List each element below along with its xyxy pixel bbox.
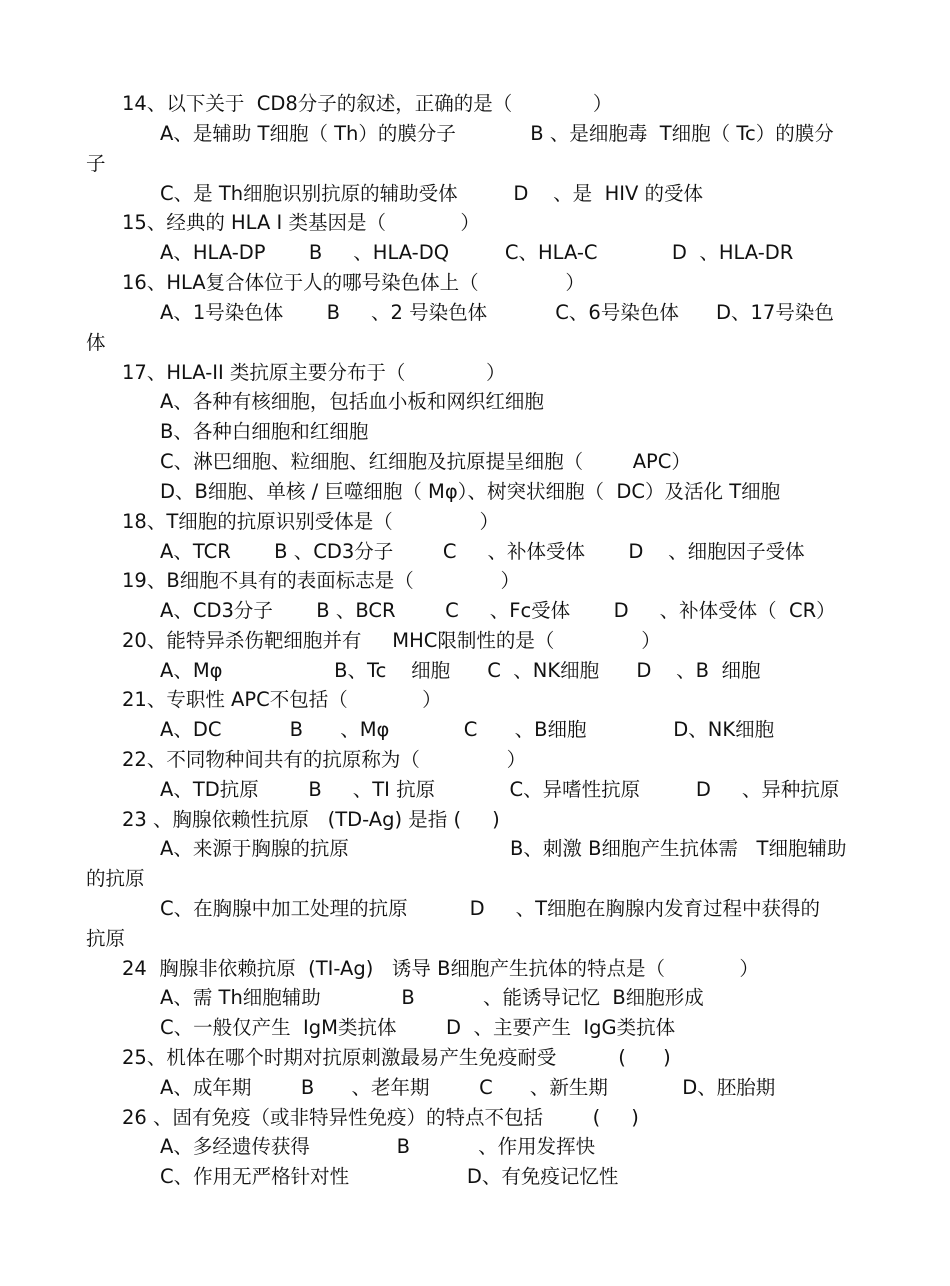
question-17-option-d: D、B细胞、单核 / 巨噬细胞（ Mφ）、树突状细胞（ DC）及活化 T细胞 <box>160 480 781 503</box>
question-16-options: A、1号染色体 B 、2 号染色体 C、6号染色体 D、17号染色 <box>160 301 834 324</box>
question-23-options-cd-wrap: 抗原 <box>86 927 126 950</box>
question-26-stem: 26 、固有免疫（或非特异性免疫）的特点不包括 ( ) <box>122 1106 639 1129</box>
question-16-options-wrap: 体 <box>86 331 106 354</box>
question-21-options: A、DC B 、Mφ C 、B细胞 D、NK细胞 <box>160 718 775 741</box>
question-14-options-ab: A、是辅助 T细胞（ Th）的膜分子 B 、是细胞毒 T细胞（ Tc）的膜分 <box>160 122 834 145</box>
question-16-stem: 16、HLA复合体位于人的哪号染色体上（ ） <box>122 271 585 294</box>
question-19-stem: 19、B细胞不具有的表面标志是（ ） <box>122 569 520 592</box>
question-23-options-cd: C、在胸腺中加工处理的抗原 D 、T细胞在胸腺内发育过程中获得的 <box>160 897 821 920</box>
question-22-options: A、TD抗原 B 、TI 抗原 C、异嗜性抗原 D 、异种抗原 <box>160 778 840 801</box>
question-15-stem: 15、经典的 HLA I 类基因是（ ） <box>122 211 480 234</box>
question-20-options: A、Mφ B、Tc 细胞 C 、NK细胞 D 、B 细胞 <box>160 659 761 682</box>
question-26-options-ab: A、多经遗传获得 B 、作用发挥快 <box>160 1135 596 1158</box>
question-24-options-ab: A、需 Th细胞辅助 B 、能诱导记忆 B细胞形成 <box>160 986 704 1009</box>
question-17-option-c: C、淋巴细胞、粒细胞、红细胞及抗原提呈细胞（ APC） <box>160 450 691 473</box>
question-18-options: A、TCR B 、CD3分子 C 、补体受体 D 、细胞因子受体 <box>160 540 805 563</box>
question-18-stem: 18、T细胞的抗原识别受体是（ ） <box>122 510 500 533</box>
question-24-options-cd: C、一般仅产生 IgM类抗体 D 、主要产生 IgG类抗体 <box>160 1016 676 1039</box>
question-20-stem: 20、能特异杀伤靶细胞并有 MHC限制性的是（ ） <box>122 629 661 652</box>
question-19-options: A、CD3分子 B 、BCR C 、Fc受体 D 、补体受体（ CR） <box>160 599 836 622</box>
question-17-option-b: B、各种白细胞和红细胞 <box>160 420 369 443</box>
question-22-stem: 22、不同物种间共有的抗原称为（ ） <box>122 748 527 771</box>
question-23-stem: 23 、胸腺依赖性抗原 (TD-Ag) 是指 ( ) <box>122 808 500 831</box>
question-25-options: A、成年期 B 、老年期 C 、新生期 D、胚胎期 <box>160 1076 776 1099</box>
question-17-option-a: A、各种有核细胞，包括血小板和网织红细胞 <box>160 390 544 413</box>
question-26-options-cd: C、作用无严格针对性 D、有免疫记忆性 <box>160 1165 619 1188</box>
question-17-stem: 17、HLA-II 类抗原主要分布于（ ） <box>122 361 506 384</box>
question-15-options: A、HLA-DP B 、HLA-DQ C、HLA-C D 、HLA-DR <box>160 241 794 264</box>
question-24-stem: 24 胸腺非依赖抗原 (TI-Ag) 诱导 B细胞产生抗体的特点是（ ） <box>122 957 759 980</box>
question-21-stem: 21、专职性 APC不包括（ ） <box>122 688 442 711</box>
question-23-options-ab-wrap: 的抗原 <box>86 867 145 890</box>
question-14-options-cd: C、是 Th细胞识别抗原的辅助受体 D 、是 HIV 的受体 <box>160 182 704 205</box>
question-25-stem: 25、机体在哪个时期对抗原刺激最易产生免疫耐受 ( ) <box>122 1046 671 1069</box>
question-23-options-ab: A、来源于胸腺的抗原 B、刺激 B细胞产生抗体需 T细胞辅助 <box>160 837 847 860</box>
question-14-options-ab-wrap: 子 <box>86 152 106 175</box>
question-14-stem: 14、以下关于 CD8分子的叙述，正确的是（ ） <box>122 92 613 115</box>
